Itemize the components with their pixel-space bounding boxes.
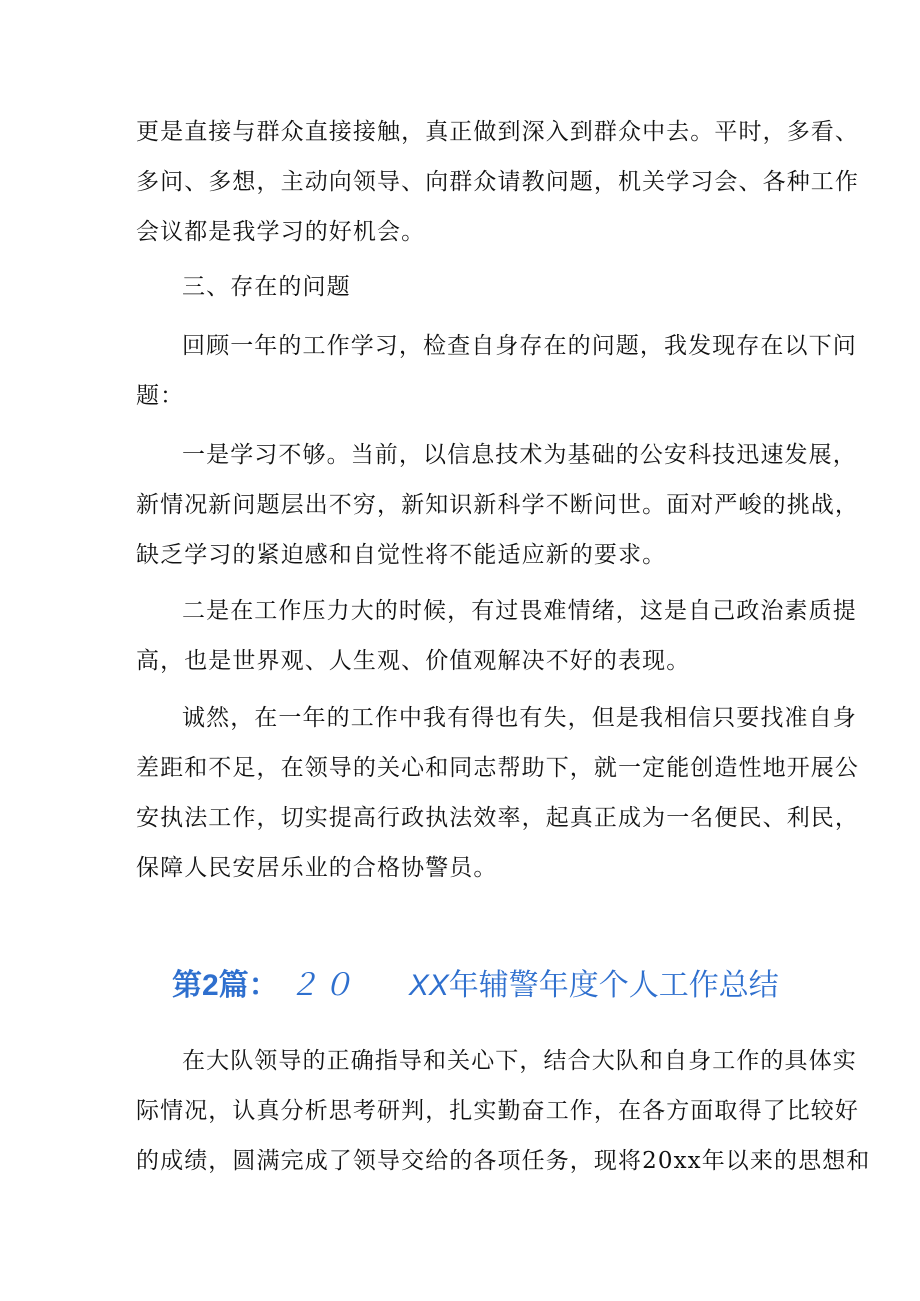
paragraph-line: 差距和不足，在领导的关心和同志帮助下，就一定能创造性地开展公: [136, 755, 859, 781]
chapter-title-rest: 年辅警年度个人工作总结: [448, 969, 779, 1002]
paragraph-line: 高，也是世界观、人生观、价值观解决不好的表现。: [136, 648, 691, 674]
paragraph-line: 二是在工作压力大的时候，有过畏难情绪，这是自己政治素质提: [182, 598, 857, 624]
paragraph-line: 诚然，在一年的工作中我有得也有失，但是我相信只要找准自身: [182, 705, 857, 731]
paragraph-line: 缺乏学习的紧迫感和自觉性将不能适应新的要求。: [136, 542, 667, 568]
chapter-title-prefix: 第2篇：: [172, 969, 279, 1002]
paragraph-line: 会议都是我学习的好机会。: [136, 219, 426, 245]
paragraph-line: 安执法工作，切实提高行政执法效率，起真正成为一名便民、利民，: [136, 805, 859, 831]
paragraph-line: 一是学习不够。当前，以信息技术为基础的公安科技迅速发展，: [182, 442, 857, 468]
chapter-title-xx: XX: [408, 969, 449, 1002]
paragraph-line: 际情况，认真分析思考研判，扎实勤奋工作，在各方面取得了比较好: [136, 1098, 859, 1124]
paragraph-line: 题：: [136, 383, 185, 409]
chapter-title-number: ２０: [288, 969, 357, 1002]
paragraph-line: 更是直接与群众直接接触，真正做到深入到群众中去。平时，多看、: [136, 119, 859, 145]
paragraph-line: 新情况新问题层出不穷，新知识新科学不断问世。面对严峻的挑战，: [136, 492, 859, 518]
chapter-title: [172, 966, 779, 1006]
paragraph-line: 保障人民安居乐业的合格协警员。: [136, 855, 498, 881]
section-heading: 三、存在的问题: [182, 274, 351, 300]
paragraph-line: 回顾一年的工作学习，检查自身存在的问题，我发现存在以下问: [182, 333, 857, 359]
paragraph-line: 多问、多想，主动向领导、向群众请教问题，机关学习会、各种工作: [136, 169, 859, 195]
paragraph-line: 在大队领导的正确指导和关心下，结合大队和自身工作的具体实: [182, 1048, 857, 1074]
paragraph-line: 的成绩，圆满完成了领导交给的各项任务，现将20xx年以来的思想和: [136, 1148, 871, 1174]
